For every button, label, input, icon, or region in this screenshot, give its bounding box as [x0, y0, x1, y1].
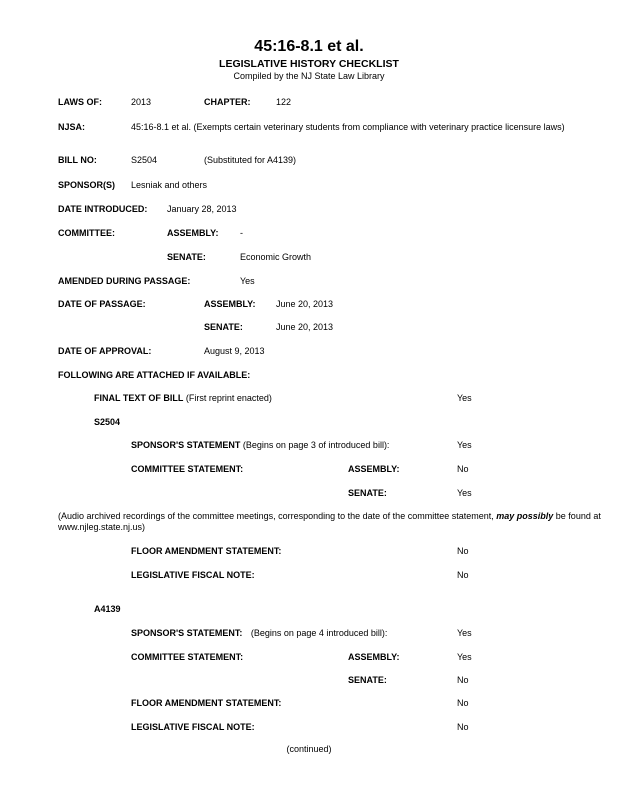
- a4139-sponsor-statement-note: (Begins on page 4 introduced bill):: [250, 628, 388, 638]
- a4139-heading: A4139: [94, 604, 121, 614]
- a4139-senate-value: No: [457, 675, 469, 685]
- compiled-by: Compiled by the NJ State Law Library: [233, 71, 385, 81]
- amended-label: AMENDED DURING PASSAGE:: [58, 276, 191, 286]
- a4139-fiscal-label: LEGISLATIVE FISCAL NOTE:: [131, 722, 255, 732]
- s2504-fiscal-label: LEGISLATIVE FISCAL NOTE:: [131, 570, 255, 580]
- njsa-label: NJSA:: [58, 122, 86, 132]
- date-introduced-label: DATE INTRODUCED:: [58, 204, 148, 214]
- chapter-label: CHAPTER:: [204, 97, 251, 107]
- bill-no-label: BILL NO:: [58, 155, 97, 165]
- passage-assembly-value: June 20, 2013: [276, 299, 334, 309]
- laws-of-value: 2013: [131, 97, 152, 107]
- s2504-senate-label: SENATE:: [348, 488, 387, 498]
- audio-note-emphasis: may possibly: [496, 511, 554, 521]
- passage-assembly-label: ASSEMBLY:: [204, 299, 256, 309]
- a4139-senate-label: SENATE:: [348, 675, 387, 685]
- s2504-senate-value: Yes: [457, 488, 472, 498]
- a4139-sponsor-statement-label: SPONSOR'S STATEMENT:: [131, 628, 243, 638]
- bill-no-value: S2504: [131, 155, 158, 165]
- a4139-sponsor-statement-row: [131, 628, 387, 639]
- audio-note-text-1: (Audio archived recordings of the committee meetings, corresponding to the date of the committee statement,: [58, 511, 494, 521]
- a4139-sponsor-statement-value: Yes: [457, 628, 472, 638]
- s2504-fiscal-value: No: [457, 570, 469, 580]
- a4139-floor-value: No: [457, 698, 469, 708]
- date-of-approval-value: August 9, 2013: [204, 346, 265, 356]
- page-subtitle: LEGISLATIVE HISTORY CHECKLIST: [219, 58, 399, 70]
- njsa-value: 45:16-8.1 et al. (Exempts certain veterinary students from compliance with veterinary practice licensure laws): [131, 122, 565, 132]
- committee-assembly-value: -: [240, 228, 243, 238]
- s2504-assembly-label: ASSEMBLY:: [348, 464, 400, 474]
- chapter-value: 122: [276, 97, 292, 107]
- s2504-committee-statement-label: COMMITTEE STATEMENT:: [131, 464, 244, 474]
- sponsor-label: SPONSOR(S): [58, 180, 116, 190]
- laws-of-label: LAWS OF:: [58, 97, 102, 107]
- date-of-passage-label: DATE OF PASSAGE:: [58, 299, 146, 309]
- final-text-value: Yes: [457, 393, 472, 403]
- bill-substituted-note: (Substituted for A4139): [204, 155, 297, 165]
- sponsor-value: Lesniak and others: [131, 180, 208, 190]
- a4139-assembly-value: Yes: [457, 652, 472, 662]
- s2504-sponsor-statement-note: (Begins on page 3 of introduced bill):: [242, 440, 390, 450]
- s2504-floor-label: FLOOR AMENDMENT STATEMENT:: [131, 546, 282, 556]
- s2504-assembly-value: No: [457, 464, 469, 474]
- a4139-committee-statement-label: COMMITTEE STATEMENT:: [131, 652, 244, 662]
- amended-value: Yes: [240, 276, 255, 286]
- passage-senate-label: SENATE:: [204, 322, 243, 332]
- audio-archive-note: [58, 511, 603, 533]
- committee-senate-label: SENATE:: [167, 252, 206, 262]
- s2504-sponsor-statement-row: [131, 440, 389, 451]
- s2504-floor-value: No: [457, 546, 469, 556]
- following-heading: FOLLOWING ARE ATTACHED IF AVAILABLE:: [58, 370, 251, 380]
- audio-note-text-2: be found at www.njleg.state.nj.us): [58, 511, 601, 532]
- committee-senate-value: Economic Growth: [240, 252, 312, 262]
- date-of-approval-label: DATE OF APPROVAL:: [58, 346, 152, 356]
- continued-note: (continued): [286, 744, 332, 754]
- s2504-heading: S2504: [94, 417, 121, 427]
- a4139-assembly-label: ASSEMBLY:: [348, 652, 400, 662]
- final-text-note: (First reprint enacted): [185, 393, 272, 403]
- final-text-label: FINAL TEXT OF BILL: [94, 393, 184, 403]
- a4139-floor-label: FLOOR AMENDMENT STATEMENT:: [131, 698, 282, 708]
- page-title: 45:16-8.1 et al.: [254, 38, 364, 55]
- s2504-sponsor-statement-label: SPONSOR'S STATEMENT: [131, 440, 241, 450]
- passage-senate-value: June 20, 2013: [276, 322, 334, 332]
- final-text-row: [94, 393, 272, 404]
- committee-label: COMMITTEE:: [58, 228, 115, 238]
- date-introduced-value: January 28, 2013: [167, 204, 237, 214]
- s2504-sponsor-statement-value: Yes: [457, 440, 472, 450]
- committee-assembly-label: ASSEMBLY:: [167, 228, 219, 238]
- a4139-fiscal-value: No: [457, 722, 469, 732]
